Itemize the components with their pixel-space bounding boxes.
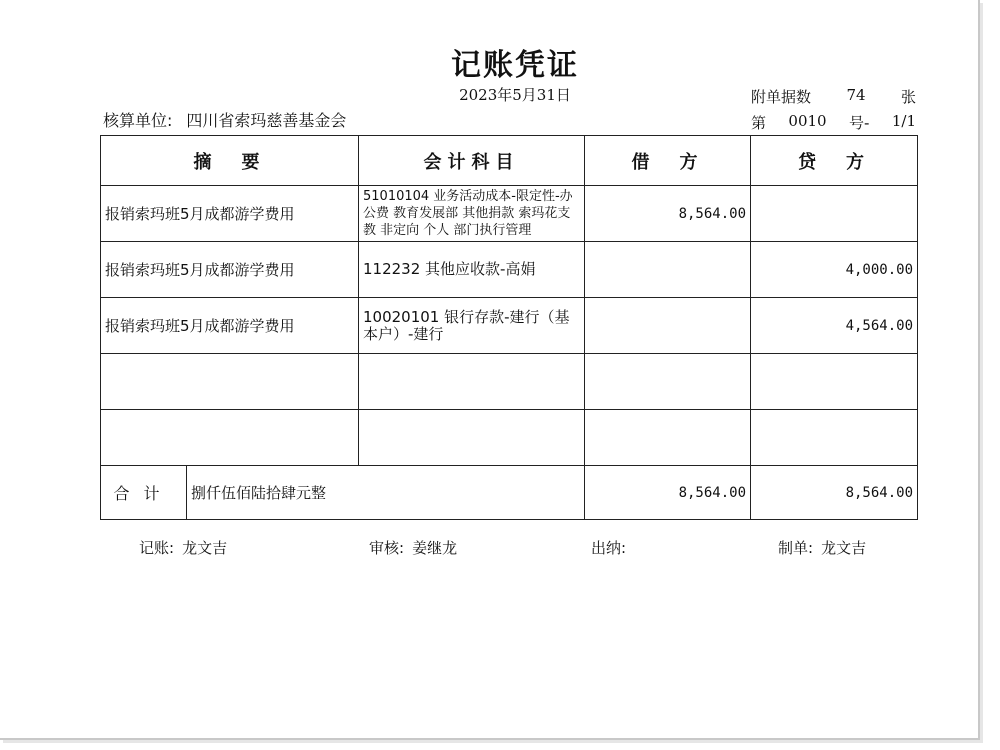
table-row	[101, 186, 918, 242]
total-row	[101, 466, 918, 520]
accounting-unit-value: 四川省索玛慈善基金会	[186, 111, 347, 130]
voucher-number-suffix: 号-	[849, 114, 870, 132]
bookkeeper-signature	[139, 537, 227, 558]
account-cell	[359, 354, 585, 410]
header-summary: 摘 要	[101, 136, 359, 186]
preparer-name: 龙文吉	[821, 539, 867, 557]
table-row	[101, 354, 918, 410]
debit-cell	[585, 410, 751, 466]
voucher-title: 记账凭证	[451, 48, 579, 83]
cashier-label: 出纳:	[591, 539, 627, 557]
attachment-number: 74	[846, 86, 866, 104]
total-in-words: 捌仟伍佰陆拾肆元整	[187, 466, 585, 520]
credit-cell	[751, 354, 918, 410]
reviewer-label: 审核:	[369, 539, 405, 557]
credit-cell	[751, 410, 918, 466]
attachment-label: 附单据数	[751, 88, 812, 106]
header-credit: 贷 方	[751, 136, 918, 186]
bookkeeper-label: 记账:	[139, 539, 175, 557]
summary-cell: 报销索玛班5月成都游学费用	[101, 186, 359, 242]
table-header-row	[101, 136, 918, 186]
debit-cell: 8,564.00	[585, 186, 751, 242]
account-cell: 112232 其他应收款-高娟	[359, 242, 585, 298]
voucher-number-value: 0010	[788, 112, 827, 130]
debit-cell	[585, 354, 751, 410]
summary-cell: 报销索玛班5月成都游学费用	[101, 242, 359, 298]
total-debit: 8,564.00	[585, 466, 751, 520]
preparer-signature	[778, 537, 866, 558]
reviewer-name: 姜继龙	[412, 539, 458, 557]
credit-cell: 4,564.00	[751, 298, 918, 354]
credit-cell	[751, 186, 918, 242]
summary-cell	[101, 354, 359, 410]
debit-cell	[585, 298, 751, 354]
account-cell: 10020101 银行存款-建行（基本户）-建行	[359, 298, 585, 354]
voucher-page: 1/1	[891, 112, 916, 130]
table-row	[101, 298, 918, 354]
cashier-signature	[591, 537, 634, 558]
voucher-table	[100, 135, 918, 520]
table-row	[101, 242, 918, 298]
account-cell: 51010104 业务活动成本-限定性-办公费 教育发展部 其他捐款 索玛花支教 非定向 个人 部门执行管理	[359, 186, 585, 242]
preparer-label: 制单:	[778, 539, 814, 557]
table-row	[101, 410, 918, 466]
accounting-unit-label: 核算单位:	[103, 111, 173, 130]
total-credit: 8,564.00	[751, 466, 918, 520]
accounting-unit	[103, 108, 346, 131]
attachment-unit: 张	[900, 88, 916, 106]
total-label: 合计	[101, 466, 187, 520]
credit-cell: 4,000.00	[751, 242, 918, 298]
bookkeeper-name: 龙文吉	[182, 539, 228, 557]
summary-cell: 报销索玛班5月成都游学费用	[101, 298, 359, 354]
voucher-number-prefix: 第	[751, 114, 767, 132]
voucher-number	[751, 112, 916, 133]
header-debit: 借 方	[585, 136, 751, 186]
attachment-count	[751, 86, 916, 107]
voucher-date: 2023年5月31日	[459, 86, 571, 104]
account-cell	[359, 410, 585, 466]
header-account: 会计科目	[359, 136, 585, 186]
reviewer-signature	[369, 537, 457, 558]
summary-cell	[101, 410, 359, 466]
debit-cell	[585, 242, 751, 298]
